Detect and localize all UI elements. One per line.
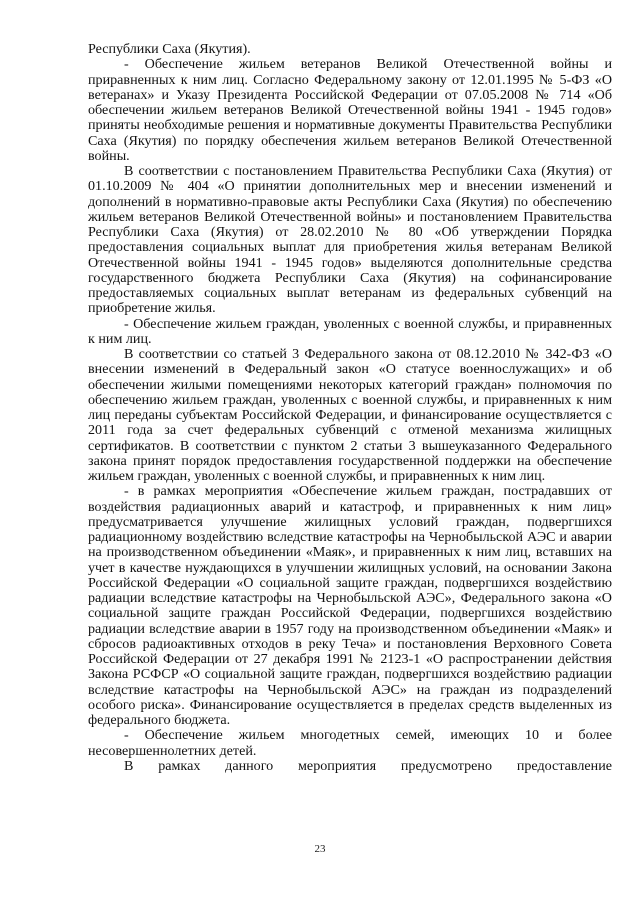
- paragraph-8: В рамках данного мероприятия предусмотрено предоставление: [124, 757, 612, 774]
- paragraph-4: - Обеспечение жильем граждан, уволенных с военной службы, и приравненных к ним лиц.: [88, 315, 612, 347]
- paragraph-3: В соответствии с постановлением Правительства Республики Саха (Якутия) от 01.10.2009 № 404 «О принятии дополнительных мер и внесении изменений и дополнений в нормативно-правовые акты Республики Саха (Якутия) по обеспечению жильем ветеранов Великой Отечественной войны» и постановлением Правительства Республики Саха (Якутия) от 28.02.2010 № 80 «Об утверждении Порядка предоставления социальных выплат для приобретения жилья ветеранам Великой Отечественной войны 1941 - 1945 годов» выделяются дополнительные средства государственного бюджета Республики Саха (Якутия) на софинансирование предоставляемых социальных выплат ветеранам из федеральных субвенций на приобретение жилья.: [88, 163, 612, 317]
- page-number: 23: [314, 843, 326, 855]
- paragraph-1: Республики Саха (Якутия).: [88, 41, 251, 57]
- paragraph-5: В соответствии со статьей 3 Федерального закона от 08.12.2010 № 342-ФЗ «О внесении изменений в Федеральный закон «О статусе военнослужащих» и об обеспечении жилыми помещениями некоторых категорий граждан» полномочия по обеспечению жильем граждан, уволенных с военной службы, и приравненных к ним лиц переданы субъектам Российской Федерации, и финансирование осуществляется с 2011 года за счет федеральных субвенций с отменой механизма жилищных сертификатов. В соответствии с пунктом 2 статьи 3 вышеуказанного Федерального закона принят порядок предоставления государственной поддержки на обеспечение жильем граждан, уволенных с военной службы, и приравненных к ним лиц.: [88, 346, 612, 484]
- paragraph-2: - Обеспечение жильем ветеранов Великой Отечественной войны и приравненных к ним лиц. Согласно Федеральному закону от 12.01.1995 № 5-ФЗ «О ветеранах» и Указу Президента Российской Федерации от 07.05.2008 № 714 «Об обеспечении жильем ветеранов Великой Отечественной войны 1941 - 1945 годов» приняты необходимые решения и нормативные документы Правительства Республики Саха (Якутия) по порядку обеспечения жильем ветеранов Великой Отечественной войны.: [88, 56, 612, 164]
- paragraph-7: - Обеспечение жильем многодетных семей, имеющих 10 и более несовершеннолетних детей.: [88, 727, 612, 759]
- document-page: [88, 42, 612, 774]
- paragraph-6: - в рамках мероприятия «Обеспечение жильем граждан, пострадавших от воздействия радиационных аварий и катастроф, и приравненных к ним лиц» предусматривается улучшение жилищных условий граждан, подвергшихся радиационному воздействию вследствие катастрофы на Чернобыльской АЭС и аварии на производственном объединении «Маяк», и приравненных к ним лиц, вставших на учет в качестве нуждающихся в улучшении жилищных условий, на основании Закона Российской Федерации «О социальной защите граждан, подвергшихся воздействию радиации вследствие катастрофы на Чернобыльской АЭС», Федерального закона «О социальной защите граждан Российской Федерации, подвергшихся воздействию радиации вследствие аварии в 1957 году на производственном объединении «Маяк» и сбросов радиоактивных отходов в реку Теча» и постановления Верховного Совета Российской Федерации от 27 декабря 1991 № 2123-1 «О распространении действия Закона РСФСР «О социальной защите граждан, подвергшихся воздействию радиации вследствие катастрофы на Чернобыльской АЭС» на граждан из подразделений особого риска». Финансирование осуществляется в пределах средств выделенных из федерального бюджета.: [88, 483, 612, 728]
